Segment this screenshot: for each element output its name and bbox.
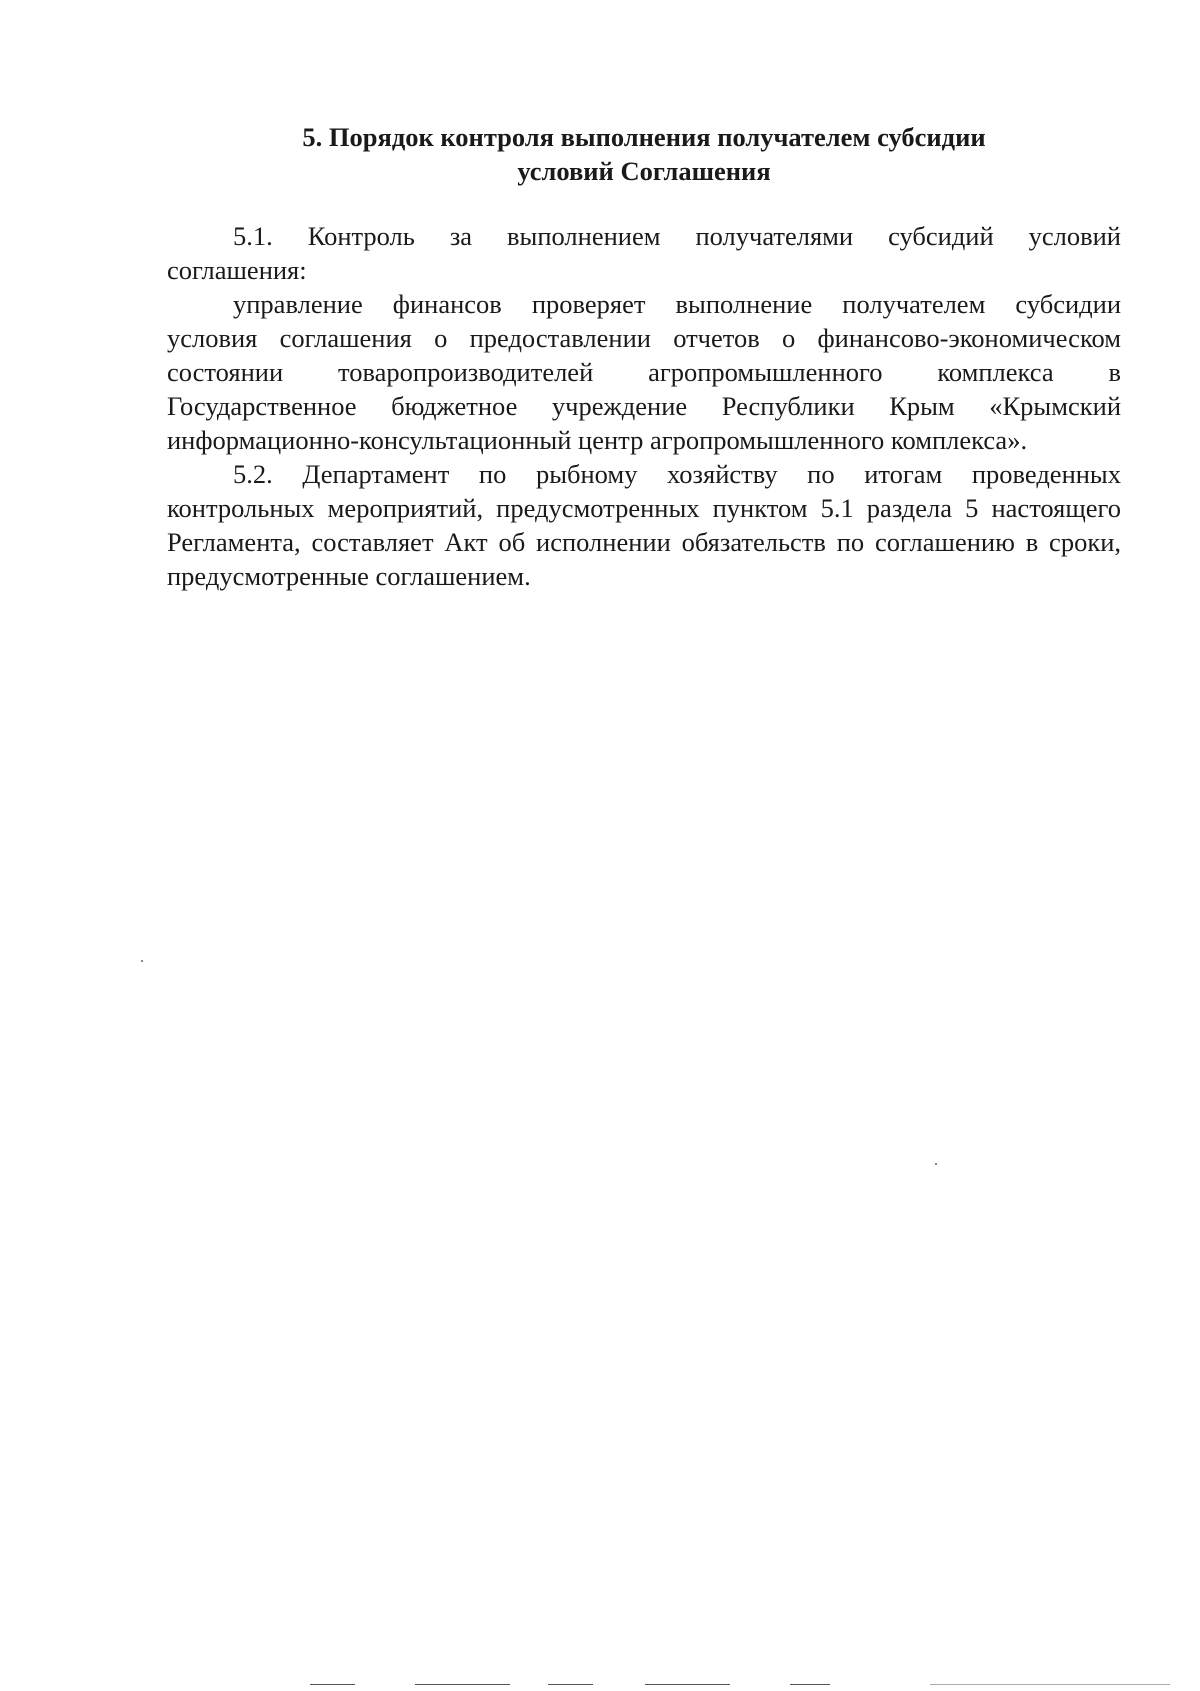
- scan-artifact-line: [310, 1684, 355, 1685]
- paragraph-line: контрольных мероприятий, предусмотренных пунктом 5.1 раздела 5 настоящего: [167, 493, 1121, 523]
- paragraph-finance-check: [167, 287, 1121, 457]
- paragraph-line: управление финансов проверяет выполнение получателем субсидии: [233, 289, 1121, 319]
- paragraph-5-2: [167, 457, 1121, 593]
- paragraph-line: информационно-консультационный центр агропромышленного комплекса».: [167, 425, 1028, 455]
- heading-line-1: 5. Порядок контроля выполнения получателем субсидии: [302, 122, 986, 152]
- paragraph-line: 5.2. Департамент по рыбному хозяйству по итогам проведенных: [233, 459, 1121, 489]
- paragraph-line: условия соглашения о предоставлении отчетов о финансово-экономическом: [167, 323, 1121, 353]
- paragraph-5-1: [167, 219, 1121, 287]
- scan-artifact-dot: [935, 1163, 937, 1165]
- section-heading: [167, 120, 1121, 188]
- heading-line-2: условий Соглашения: [517, 156, 771, 186]
- paragraph-line: Регламента, составляет Акт об исполнении обязательств по соглашению в сроки,: [167, 527, 1121, 557]
- scan-artifact-line: [930, 1684, 1170, 1685]
- paragraph-line: Государственное бюджетное учреждение Республики Крым «Крымский: [167, 391, 1121, 421]
- paragraph-line: соглашения:: [167, 255, 307, 285]
- scan-artifact-line: [415, 1684, 510, 1685]
- paragraph-line: состоянии товаропроизводителей агропромышленного комплекса в: [167, 357, 1121, 387]
- paragraph-line: 5.1. Контроль за выполнением получателями субсидий условий: [233, 221, 1121, 251]
- scan-artifact-line: [548, 1684, 593, 1685]
- document-body: [167, 219, 1121, 593]
- scan-artifact-line: [790, 1684, 830, 1685]
- scan-artifact-dot: [141, 960, 143, 962]
- paragraph-line: предусмотренные соглашением.: [167, 561, 531, 591]
- scan-artifact-line: [645, 1684, 730, 1685]
